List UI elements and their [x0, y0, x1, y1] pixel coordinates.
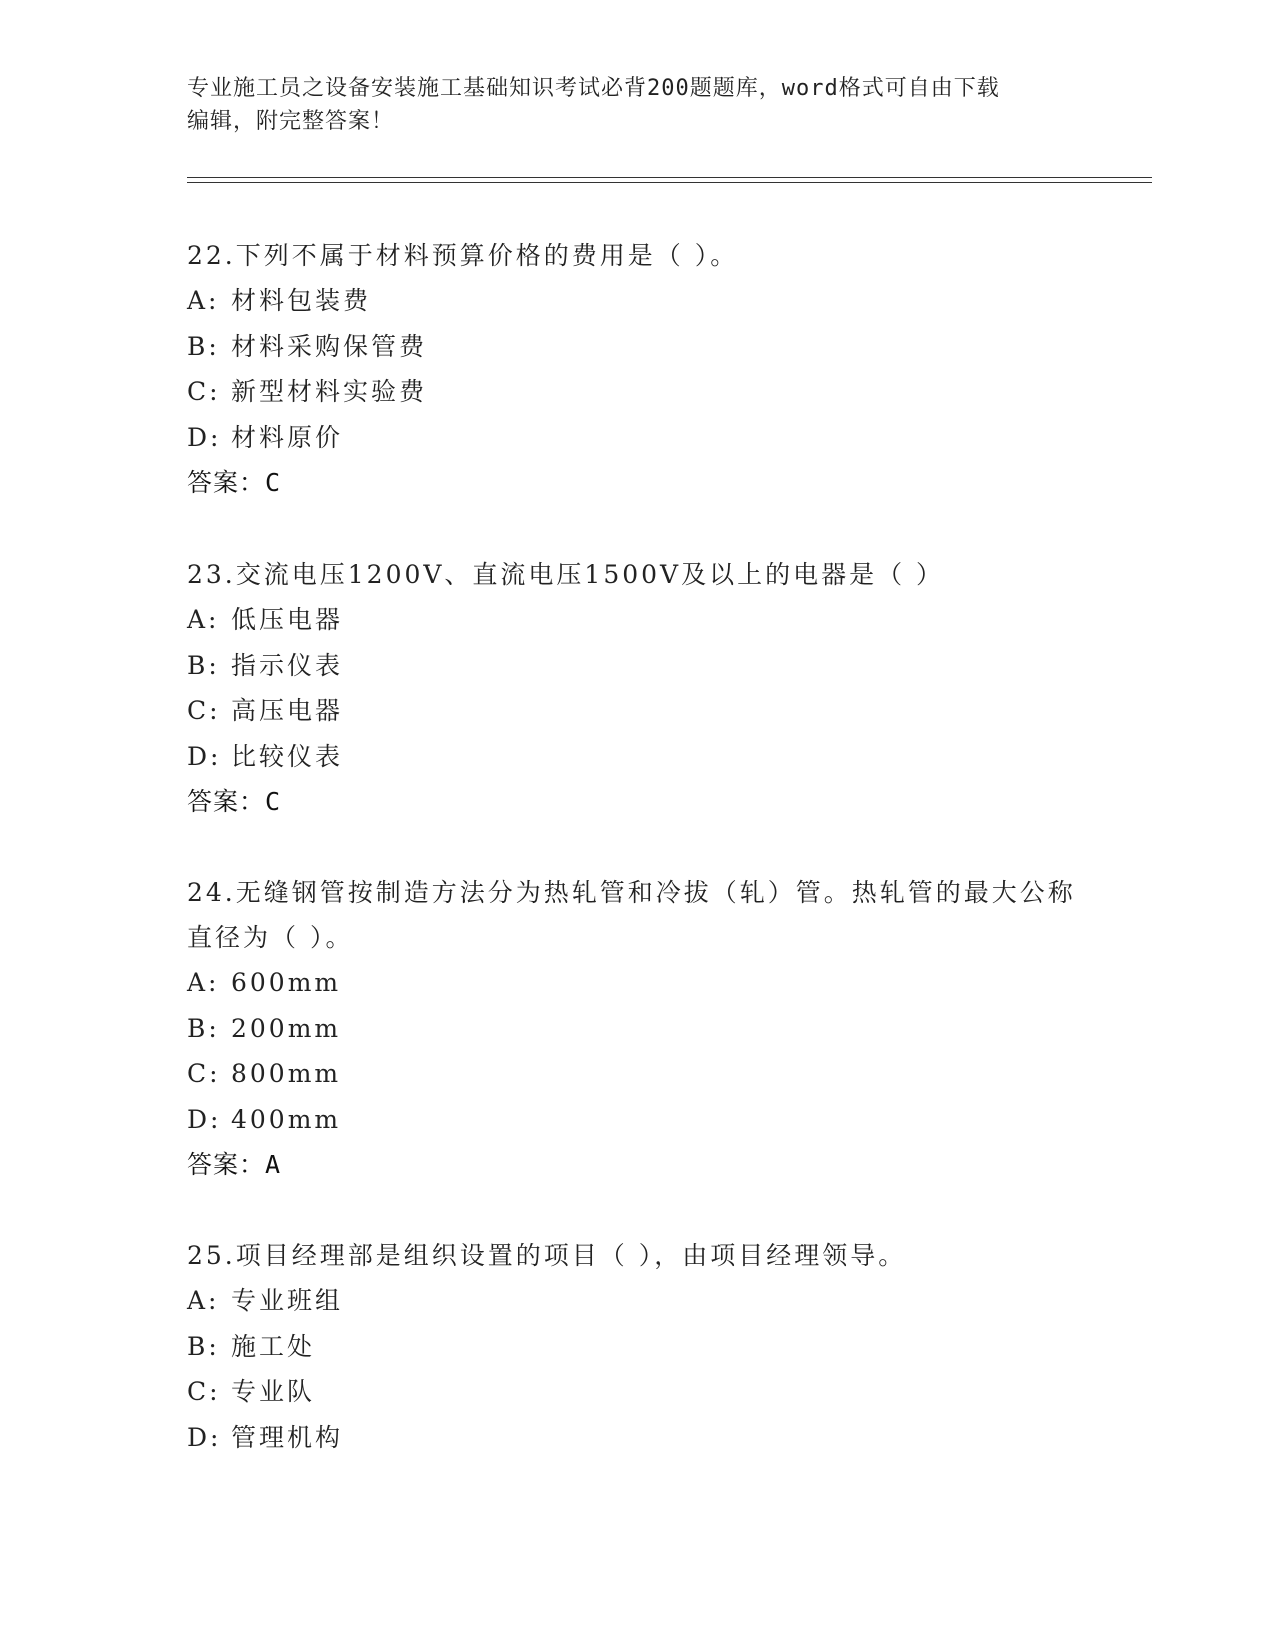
- option-text: 材料原价: [231, 422, 344, 452]
- option-text: 低压电器: [231, 605, 344, 634]
- option-text: 专业队: [231, 1377, 316, 1406]
- option-text: 施工处: [231, 1331, 316, 1361]
- option-letter: A:: [187, 605, 220, 634]
- option-text: 专业班组: [231, 1286, 344, 1315]
- option-text: 新型材料实验费: [231, 377, 428, 406]
- option-text: 比较仪表: [231, 741, 344, 771]
- answer-line: [187, 779, 1087, 824]
- question-24: [187, 870, 1087, 1187]
- answer-value: C: [265, 787, 282, 816]
- option-letter: B:: [187, 650, 220, 680]
- question-stem: 24.无缝钢管按制造方法分为热轧管和冷拔（轧）管。热轧管的最大公称直径为（ ）。: [187, 878, 1076, 952]
- option-letter: B:: [187, 1331, 220, 1361]
- option-d: [187, 415, 1087, 461]
- document-header: [187, 72, 1067, 138]
- option-letter: A:: [187, 1286, 220, 1315]
- option-letter: D:: [187, 422, 222, 452]
- option-letter: B:: [187, 331, 220, 361]
- answer-value: A: [265, 1150, 282, 1179]
- question-25: [187, 1233, 1087, 1460]
- option-text: 600mm: [231, 968, 342, 997]
- option-letter: C:: [187, 696, 221, 725]
- option-letter: D:: [187, 1422, 222, 1452]
- option-c: [187, 369, 1087, 415]
- header-line-2: 编辑，附完整答案！: [187, 109, 395, 134]
- option-d: [187, 734, 1087, 780]
- option-text: 材料采购保管费: [231, 331, 428, 361]
- header-divider-bottom: [187, 182, 1152, 183]
- option-text: 管理机构: [231, 1422, 344, 1452]
- answer-label: 答案：: [187, 1150, 266, 1179]
- option-b: [187, 324, 1087, 370]
- option-text: 200mm: [231, 1013, 342, 1043]
- question-stem: 22.下列不属于材料预算价格的费用是（ ）。: [187, 241, 739, 270]
- option-b: [187, 1006, 1087, 1052]
- option-text: 400mm: [231, 1104, 342, 1134]
- option-letter: C:: [187, 1377, 221, 1406]
- answer-label: 答案：: [187, 468, 266, 497]
- option-letter: C:: [187, 1059, 221, 1088]
- option-d: [187, 1415, 1087, 1461]
- question-23: [187, 552, 1087, 824]
- option-a: [187, 960, 1087, 1006]
- answer-label: 答案：: [187, 787, 266, 816]
- option-text: 800mm: [231, 1059, 342, 1088]
- answer-line: [187, 460, 1087, 505]
- option-letter: C:: [187, 377, 221, 406]
- option-letter: A:: [187, 968, 220, 997]
- option-letter: D:: [187, 1104, 222, 1134]
- option-b: [187, 1324, 1087, 1370]
- option-d: [187, 1097, 1087, 1143]
- question-stem: 23.交流电压1200V、直流电压1500V及以上的电器是（ ）: [187, 560, 945, 589]
- option-a: [187, 1278, 1087, 1324]
- option-a: [187, 278, 1087, 324]
- option-letter: A:: [187, 286, 220, 315]
- question-stem: 25.项目经理部是组织设置的项目（ ），由项目经理领导。: [187, 1241, 907, 1270]
- header-divider-top: [187, 177, 1152, 178]
- option-a: [187, 597, 1087, 643]
- answer-value: C: [265, 468, 282, 497]
- question-22: [187, 233, 1087, 505]
- header-line-1: 专业施工员之设备安装施工基础知识考试必背200题题库，word格式可自由下载: [187, 76, 1000, 101]
- option-text: 高压电器: [231, 696, 344, 725]
- option-letter: B:: [187, 1013, 220, 1043]
- option-b: [187, 643, 1087, 689]
- option-c: [187, 688, 1087, 734]
- option-text: 材料包装费: [231, 286, 372, 315]
- answer-line: [187, 1142, 1087, 1187]
- option-c: [187, 1369, 1087, 1415]
- option-letter: D:: [187, 741, 222, 771]
- option-text: 指示仪表: [231, 650, 344, 680]
- option-c: [187, 1051, 1087, 1097]
